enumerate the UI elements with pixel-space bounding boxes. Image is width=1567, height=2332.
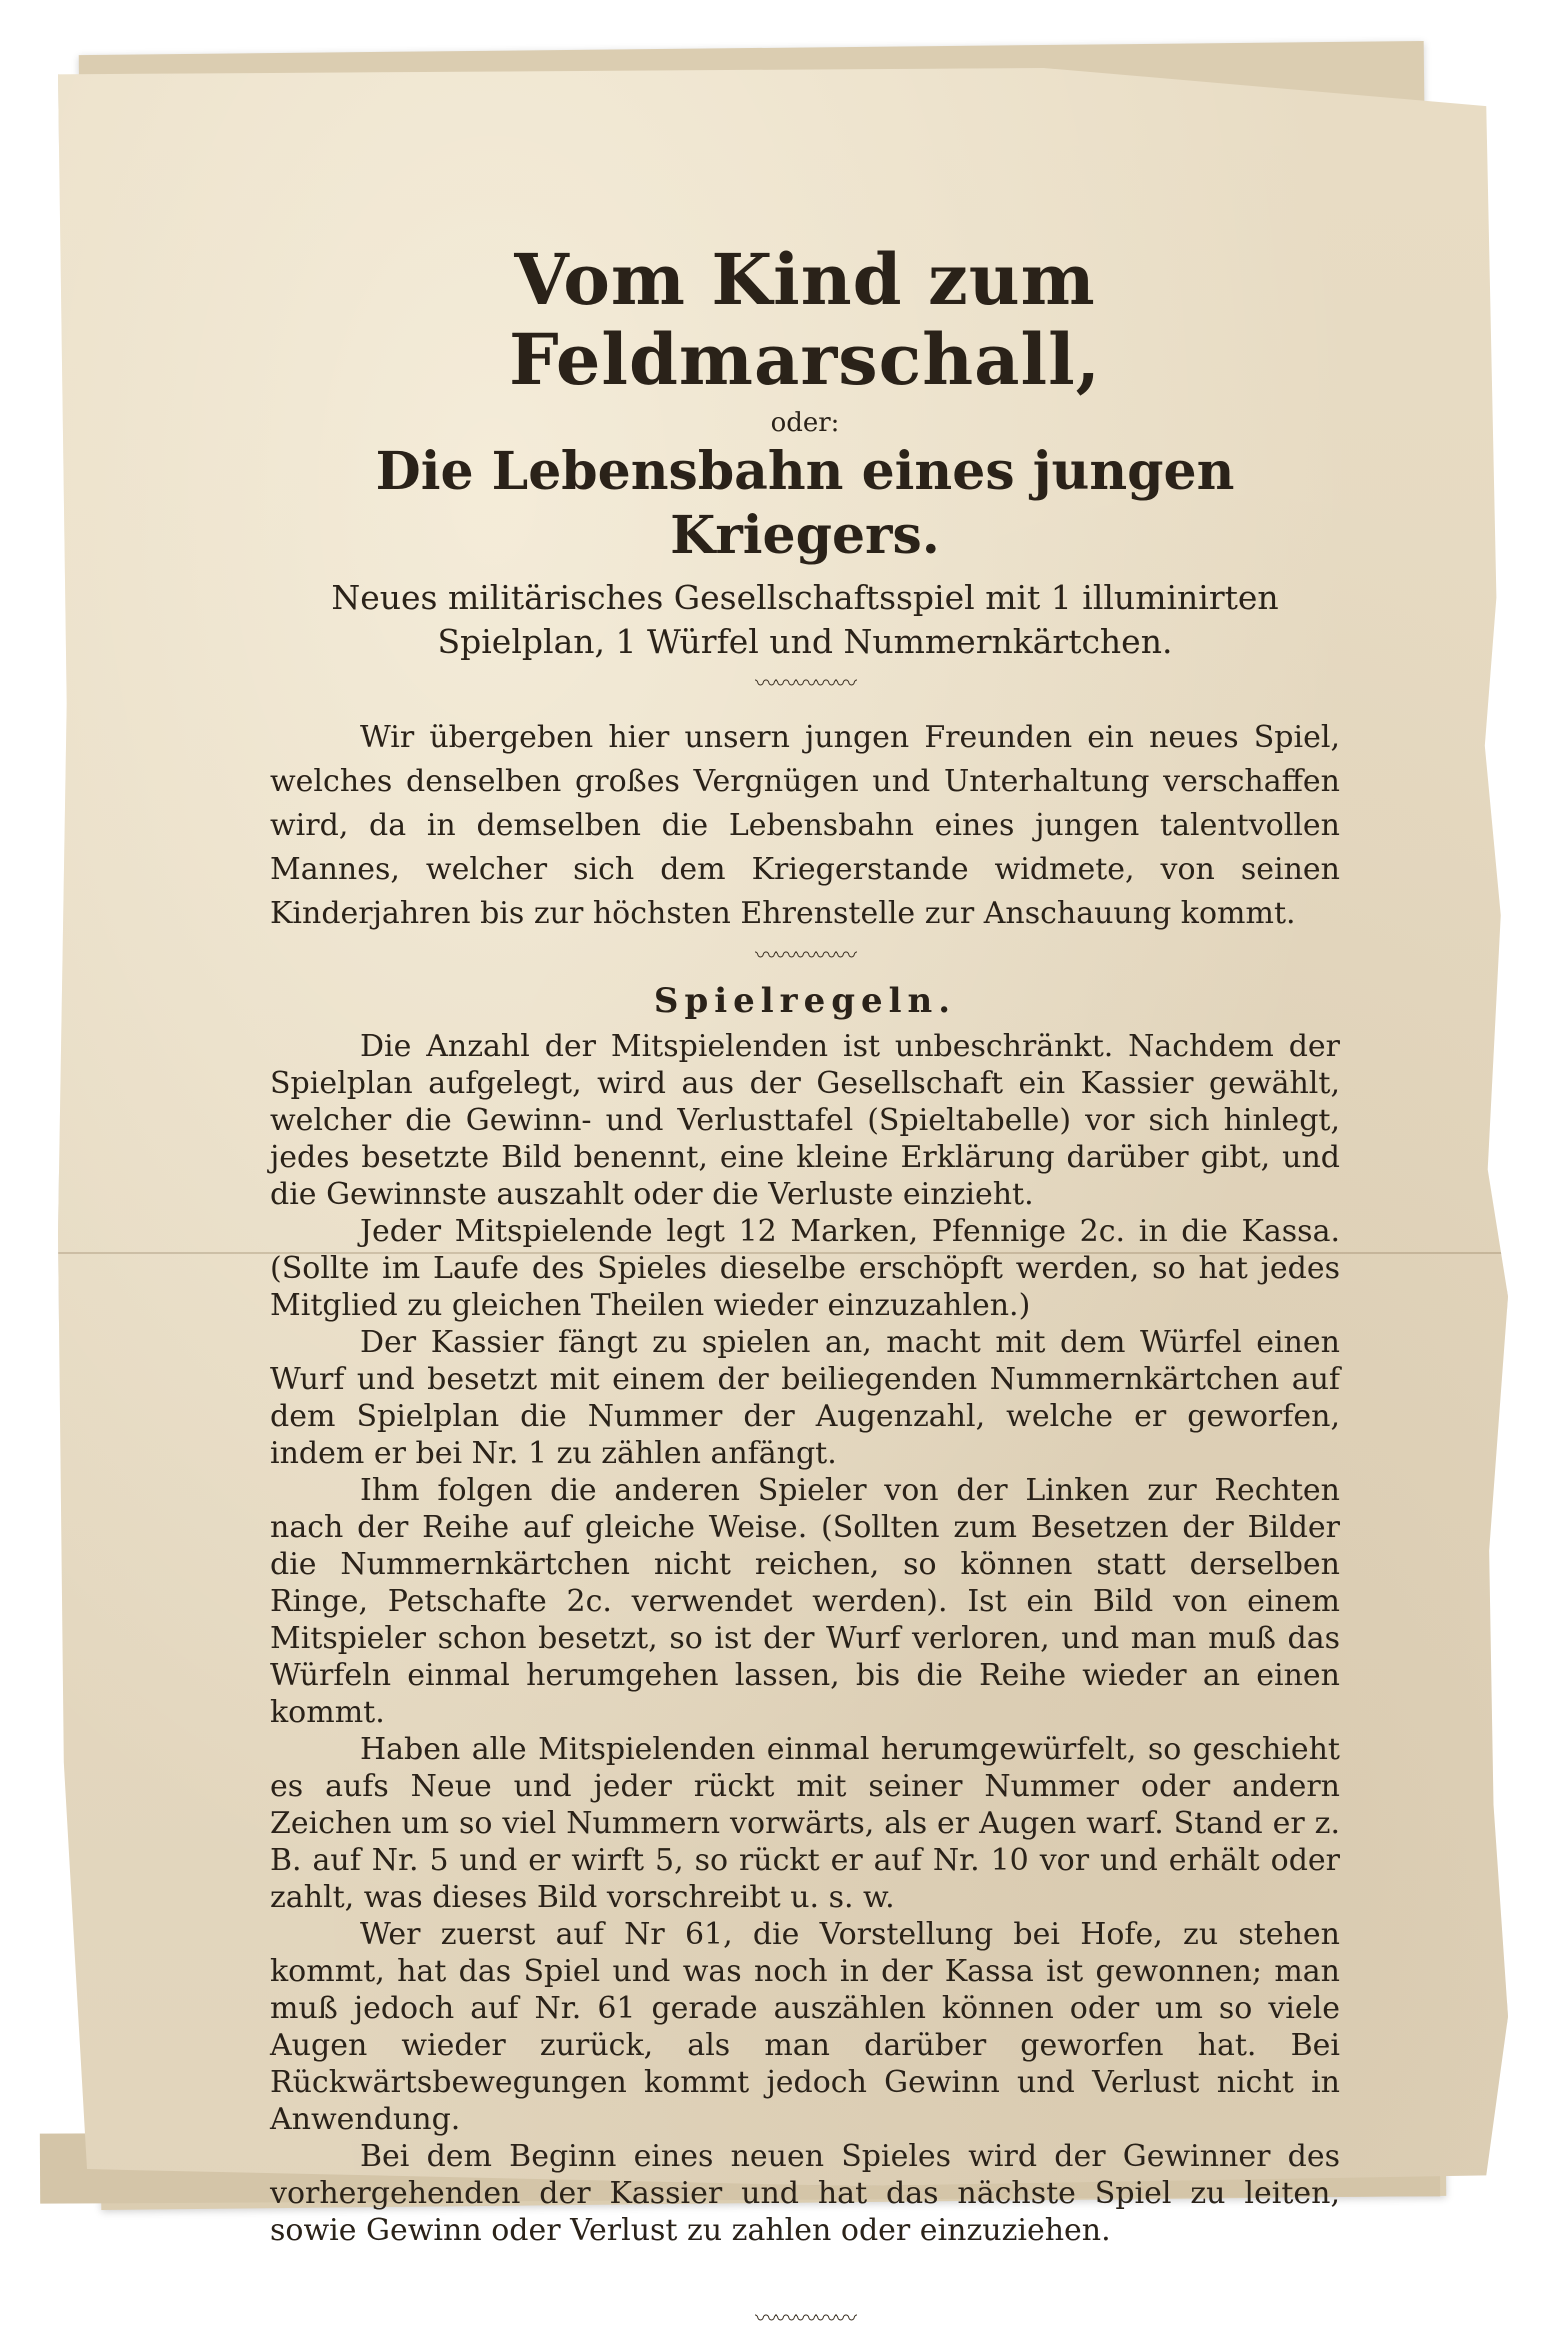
ornamental-rule: 〰〰〰〰〰: [754, 672, 855, 697]
document-tagline: Neues militärisches Gesellschaftsspiel mit 1 illuminirten Spielplan, 1 Würfel und Nummernkärtchen.: [331, 578, 1279, 661]
rule-paragraph: Die Anzahl der Mitspielenden ist unbeschränkt. Nachdem der Spielplan aufgelegt, wird aus der Gesellschaft ein Kassier gewählt, welcher die Gewinn- und Verlusttafel (Spieltabelle) vor sich hinlegt, jedes besetzte Bild benennt, eine kleine Erklärung darüber gibt, und die Gewinnste auszahlt oder die Verluste einzieht.: [270, 1029, 1340, 1212]
ornamental-rule: 〰〰〰〰〰: [754, 2307, 855, 2332]
rule-paragraph: Wer zuerst auf Nr 61, die Vorstellung bei Hofe, zu stehen kommt, hat das Spiel und was noch in der Kassa ist gewonnen; man muß jedoch auf Nr. 61 gerade auszählen können oder um so viele Augen wieder zurück, als man darüber geworfen hat. Bei Rückwärtsbewegungen kommt jedoch Gewinn und Verlust nicht in Anwendung.: [270, 1917, 1340, 2137]
intro-paragraph: Wir übergeben hier unsern jungen Freunden ein neues Spiel, welches denselben großes Vergnügen und Unterhaltung verschaffen wird, da in demselben die Lebensbahn eines jungen talentvollen Mannes, welcher sich dem Kriegerstande widmete, von seinen Kinderjahren bis zur höchsten Ehrenstelle zur Anschauung kommt.: [270, 720, 1340, 931]
document-title: Vom Kind zum Feldmarschall,: [508, 238, 1102, 401]
connector-oder: oder:: [770, 408, 840, 438]
rules-heading: Spielregeln.: [653, 981, 957, 1021]
rule-paragraph: Der Kassier fängt zu spielen an, macht mit dem Würfel einen Wurf und besetzt mit einem der beiliegenden Nummernkärtchen auf dem Spielplan die Nummer der Augenzahl, welche er geworfen, indem er bei Nr. 1 zu zählen anfängt.: [270, 1325, 1340, 1471]
ornamental-rule: 〰〰〰〰〰: [754, 944, 855, 969]
rule-paragraph: Ihm folgen die anderen Spieler von der Linken zur Rechten nach der Reihe auf gleiche Weise. (Sollten zum Besetzen der Bilder die Nummernkärtchen nicht reichen, so können statt derselben Ringe, Petschafte 2c. verwendet werden). Ist ein Bild von einem Mitspieler schon besetzt, so ist der Wurf verloren, und man muß das Würfeln einmal herumgehen lassen, bis die Reihe wieder an einen kommt.: [270, 1473, 1340, 1730]
document-content: [270, 240, 1340, 2331]
rule-paragraph: Bei dem Beginn eines neuen Spieles wird der Gewinner des vorhergehenden der Kassier und hat das nächste Spiel zu leiten, sowie Gewinn oder Verlust zu zahlen oder einzuziehen.: [270, 2139, 1340, 2248]
rule-paragraph: Haben alle Mitspielenden einmal herumgewürfelt, so geschieht es aufs Neue und jeder rückt mit seiner Nummer oder andern Zeichen um so viel Nummern vorwärts, als er Augen warf. Stand er z. B. auf Nr. 5 und er wirft 5, so rückt er auf Nr. 10 vor und erhält oder zahlt, was dieses Bild vorschreibt u. s. w.: [270, 1732, 1340, 1915]
rule-paragraph: Jeder Mitspielende legt 12 Marken, Pfennige 2c. in die Kassa. (Sollte im Laufe des Spieles dieselbe erschöpft werden, so hat jedes Mitglied zu gleichen Theilen wieder einzuzahlen.): [270, 1214, 1340, 1323]
document-subtitle: Die Lebensbahn eines jungen Kriegers.: [375, 441, 1235, 566]
